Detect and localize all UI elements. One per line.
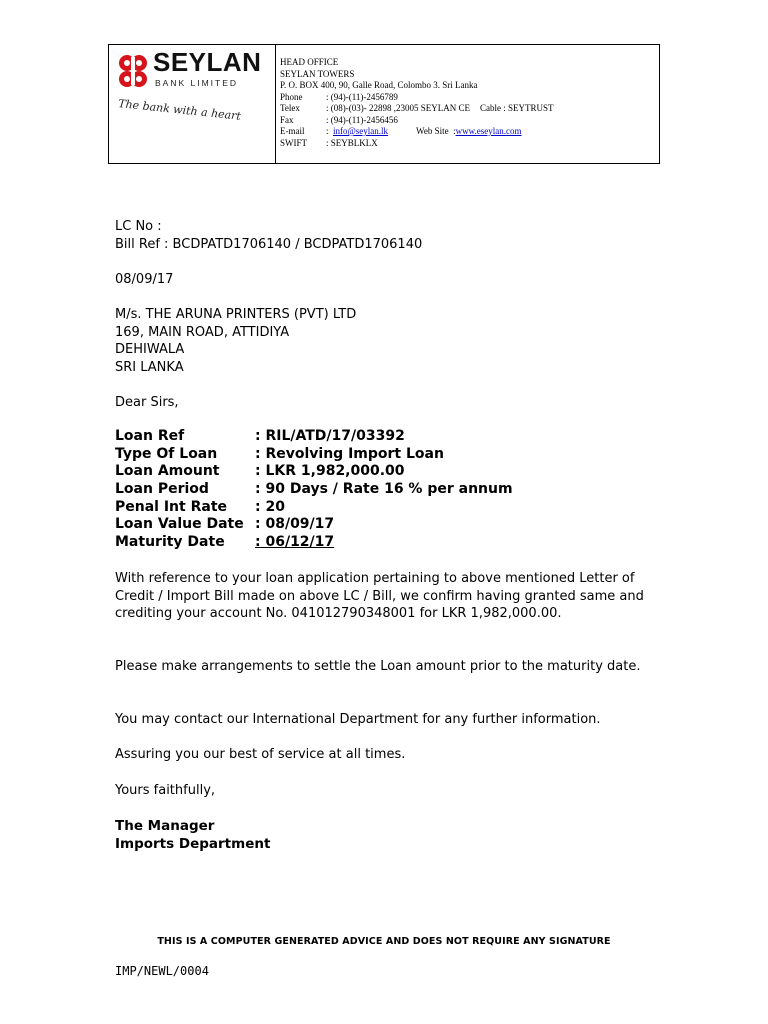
loan-detail-value: : LKR 1,982,000.00 xyxy=(255,463,405,480)
signatory-title: The Manager xyxy=(115,818,215,834)
head-office-contact xyxy=(280,57,554,149)
swift-value: : SEYBLKLX xyxy=(326,137,378,148)
signatory xyxy=(115,817,270,853)
website-colon: : xyxy=(453,126,456,136)
paragraph-settlement: Please make arrangements to settle the Loan amount prior to the maturity date. xyxy=(115,659,641,674)
telex-value: : (08)-(03)- 22898 ,23005 SEYLAN CE xyxy=(326,103,470,113)
swift-label: SWIFT xyxy=(280,137,307,148)
loan-detail-value: : RIL/ATD/17/03392 xyxy=(255,428,405,444)
loan-detail-row xyxy=(115,516,513,534)
paragraph-assurance: Assuring you our best of service at all times. xyxy=(115,747,406,762)
loan-details xyxy=(115,428,513,552)
email-colon: : xyxy=(326,126,329,136)
bank-logo xyxy=(109,45,276,163)
email-row xyxy=(280,126,554,138)
loan-detail-value: : 06/12/17 xyxy=(255,534,335,551)
loan-detail-label: Loan Value Date xyxy=(115,516,244,533)
reference-block xyxy=(115,218,422,253)
fax-value: : (94)-(11)-2456456 xyxy=(326,114,398,125)
telex-label: Telex xyxy=(280,103,300,113)
lc-number: LC No : xyxy=(115,219,162,234)
logo-tagline: The bank with a heart xyxy=(117,97,242,123)
addressee-line: M/s. THE ARUNA PRINTERS (PVT) LTD xyxy=(115,307,357,322)
addressee-block xyxy=(115,306,356,376)
loan-detail-value: : 90 Days / Rate 16 % per annum xyxy=(255,481,513,498)
loan-detail-row xyxy=(115,446,513,464)
email-label: E-mail xyxy=(280,126,305,136)
loan-detail-row xyxy=(115,481,513,499)
fax-label: Fax xyxy=(280,114,294,125)
addressee-line: DEHIWALA xyxy=(115,342,185,357)
bill-reference: Bill Ref : BCDPATD1706140 / BCDPATD1706140 xyxy=(115,236,423,252)
phone-row xyxy=(280,92,554,104)
letter-date: 08/09/17 xyxy=(115,272,174,287)
document-reference-code: IMP/NEWL/0004 xyxy=(115,964,209,978)
swift-row xyxy=(280,138,554,150)
salutation: Dear Sirs, xyxy=(115,395,179,410)
office-title: HEAD OFFICE xyxy=(280,57,339,67)
addressee-line: 169, MAIN ROAD, ATTIDIYA xyxy=(115,324,290,340)
phone-value: : (94)-(11)-2456789 xyxy=(326,91,398,102)
computer-generated-note: THIS IS A COMPUTER GENERATED ADVICE AND DOES NOT REQUIRE ANY SIGNATURE xyxy=(157,936,611,947)
phone-label: Phone xyxy=(280,91,303,102)
seylan-logo-icon xyxy=(117,53,149,89)
email-link[interactable]: info@seylan.lk xyxy=(333,126,389,136)
website-label: Web Site xyxy=(416,126,449,136)
logo-wordmark: SEYLAN xyxy=(153,47,262,77)
loan-detail-label: Loan Period xyxy=(115,481,209,498)
office-address: P. O. BOX 400, 90, Galle Road, Colombo 3. Sri Lanka xyxy=(280,80,478,90)
paragraph-loan-confirmation: With reference to your loan application pertaining to above mentioned Letter of Credit / Import Bill made on above LC / Bill, we confirm having granted same and crediting your account No. 041012790348001 for LKR 1,982,000.00. xyxy=(115,571,644,621)
fax-row xyxy=(280,115,554,127)
loan-detail-label: Penal Int Rate xyxy=(115,498,227,515)
loan-detail-row xyxy=(115,428,513,446)
cable-label: Cable xyxy=(479,103,501,113)
loan-detail-row xyxy=(115,534,513,552)
paragraph-contact: You may contact our International Department for any further information. xyxy=(115,712,601,727)
loan-detail-row xyxy=(115,499,513,517)
loan-detail-value: : 20 xyxy=(255,498,285,515)
addressee-line: SRI LANKA xyxy=(115,359,184,375)
website-link[interactable]: www.eseylan.com xyxy=(455,126,522,136)
loan-detail-label: Loan Amount xyxy=(115,463,220,480)
loan-detail-value: : Revolving Import Loan xyxy=(255,445,444,462)
loan-detail-row xyxy=(115,463,513,481)
telex-row xyxy=(280,103,554,115)
letterhead xyxy=(108,44,660,164)
logo-subtitle: BANK LIMITED xyxy=(155,78,239,88)
loan-detail-value: : 08/09/17 xyxy=(255,516,335,533)
loan-detail-label: Type Of Loan xyxy=(115,445,218,462)
loan-detail-label: Loan Ref xyxy=(115,428,185,444)
signatory-department: Imports Department xyxy=(115,836,271,852)
cable-value: : SEYTRUST xyxy=(503,103,554,113)
closing: Yours faithfully, xyxy=(115,783,216,798)
office-building: SEYLAN TOWERS xyxy=(280,68,355,79)
loan-detail-label: Maturity Date xyxy=(115,534,225,551)
